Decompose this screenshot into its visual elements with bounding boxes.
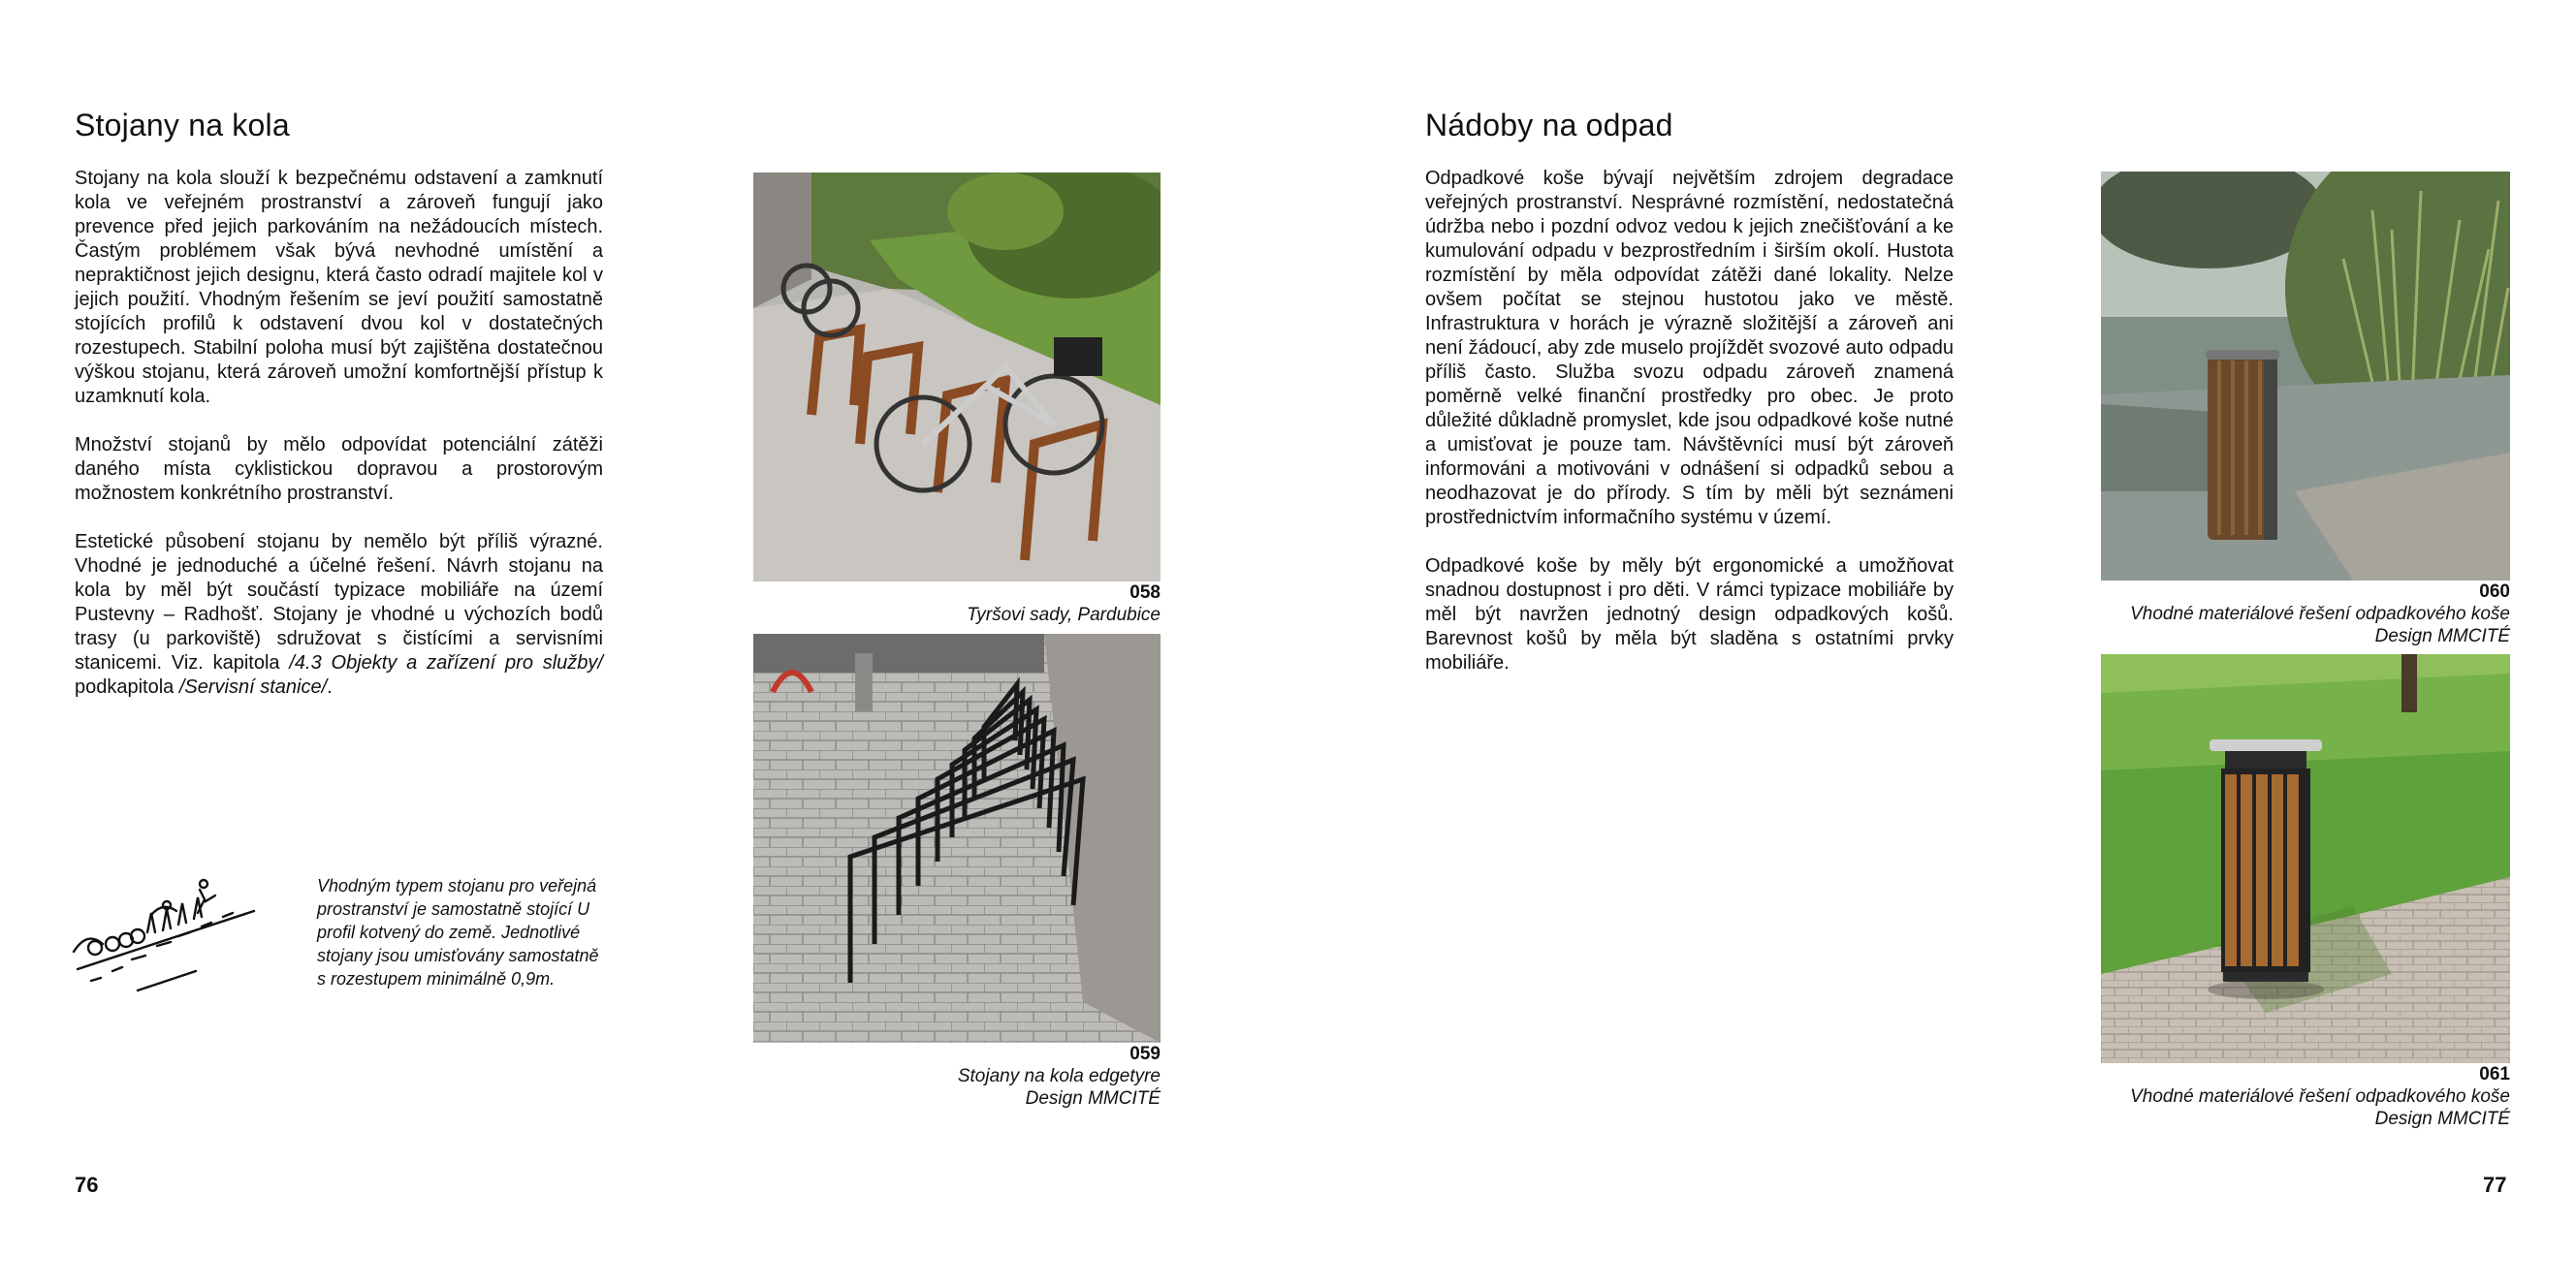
- bike-rack-sidenote: Vhodným typem stojanu pro veřejná prostranství je samostatně stojící U profil kotvený do země. Jednotlivé stojany jsou umisťovány samostatně s rozestupem minimálně 0,9m.: [317, 876, 599, 989]
- fig-061-text: Vhodné materiálové řešení odpadkového koše: [2130, 1086, 2510, 1107]
- waste-bins-paragraph-2: Odpadkové koše by měly být ergonomické a umožňovat snadnou dostupnost i pro děti. V rámci typizace mobiliáře by měl být navržen jednotný design odpadkových košů. Barevnost košů by měla být sladěna s ostatními prvky mobiliáře.: [1425, 555, 1954, 674]
- bike-racks-paragraph-1: Stojany na kola slouží k bezpečnému odstavení a zamknutí kola ve veřejném prostranství a zároveň fungují jako prevence před jejich parkováním na nežádoucích místech. Častým problémem však bývá nevhodné umístění a nepraktičnost jejich designu, která často odradí majitele kol v jejich použití. Vhodným řešením se jeví použití samostatně stojících profilů k odstavení dvou kol v dostatečných rozestupech. Stabilní poloha musí být zajištěna dostatečnou výškou stojanu, která zároveň umožní komfortnější přístup k uzamknutí kola.: [75, 168, 603, 407]
- fig-060-caption: [2101, 581, 2510, 647]
- subchapter-reference: /Servisní stanice/: [178, 676, 328, 698]
- fig-058-number: 058: [1129, 582, 1161, 603]
- photo-bike-racks-pardubice: [753, 173, 1161, 581]
- fig-059-design: Design MMCITÉ: [1025, 1088, 1161, 1109]
- fig-060-number: 060: [2479, 581, 2510, 602]
- fig-058-text: Tyršovi sady, Pardubice: [967, 605, 1161, 625]
- bike-racks-paragraph-2: Množství stojanů by mělo odpovídat potenciální zátěži daného místa cyklistickou dopravou a prostorovým možnostem konkrétního prostranství.: [75, 434, 603, 504]
- section-heading-waste-bins: Nádoby na odpad: [1425, 108, 1673, 142]
- section-heading-bike-racks: Stojany na kola: [75, 108, 290, 142]
- photo-waste-bin-park: [2101, 654, 2510, 1063]
- bike-racks-paragraph-3: Estetické působení stojanu by nemělo být příliš výrazné. Vhodné je jednoduché a účelné řešení. Návrh stojanu na kola by měl být součástí typizace mobiliáře na území Pustevny – Radhošť. Stojany je vhodné u výchozích bodů trasy (u parkoviště) sdružovat s čistícími a servisními stanicemi. Viz. kapitola /4.3 Objekty a zařízení pro služby/ podkapitola /Servisní stanice/.: [75, 531, 603, 698]
- fig-059-text: Stojany na kola edgetyre: [957, 1066, 1161, 1086]
- fig-061-number: 061: [2479, 1064, 2510, 1084]
- fig-060-text: Vhodné materiálové řešení odpadkového koše: [2130, 604, 2510, 624]
- right-page: [1288, 0, 2576, 1288]
- fig-059-caption: [753, 1043, 1161, 1110]
- page-number-left: 76: [75, 1173, 99, 1197]
- fig-061-caption: [2101, 1063, 2510, 1130]
- photo-waste-bin-lakeside: [2101, 172, 2510, 581]
- bike-rack-sketch-illustration: [70, 863, 273, 998]
- fig-060-design: Design MMCITÉ: [2374, 626, 2510, 646]
- fig-059-number: 059: [1129, 1044, 1161, 1064]
- bike-rack-sketch-icon: [70, 863, 273, 998]
- bike-racks-body-text: [75, 167, 603, 724]
- waste-bins-body-text: [1425, 167, 1954, 700]
- fig-061-design: Design MMCITÉ: [2374, 1109, 2510, 1129]
- fig-058-caption: [753, 581, 1161, 626]
- chapter-reference: /4.3 Objekty a zařízení pro služby/: [289, 652, 603, 674]
- waste-bins-paragraph-1: Odpadkové koše bývají největším zdrojem degradace veřejných prostranství. Nesprávné rozmístění, nedostatečná údržba nebo i pozdní odvoz vedou k jejich znečišťování a ke kumulování odpadu v bezprostředním i širším okolí. Hustota rozmístění by měla odpovídat zátěži dané lokality. Nelze ovšem počítat se stejnou hustotou jako ve městě. Infrastruktura v horách je výrazně složitější a zároveň ani není žádoucí, aby zde muselo projíždět svozové auto odpadu příliš často. Služba svozu odpadu zároveň znamená poměrně velké finanční prostředky pro obec. Je proto důležité důkladně promyslet, kde jsou odpadkové koše nutné a umisťovat je pouze tam. Návštěvníci musí být zároveň informováni a motivováni v odnášení si odpadků sebou a neodhazovat je do přírody. S tím by měli být seznámeni prostřednictvím informačního systému v území.: [1425, 168, 1954, 528]
- page-number-right: 77: [2483, 1173, 2507, 1197]
- photo-bike-racks-edgetyre: [753, 634, 1161, 1043]
